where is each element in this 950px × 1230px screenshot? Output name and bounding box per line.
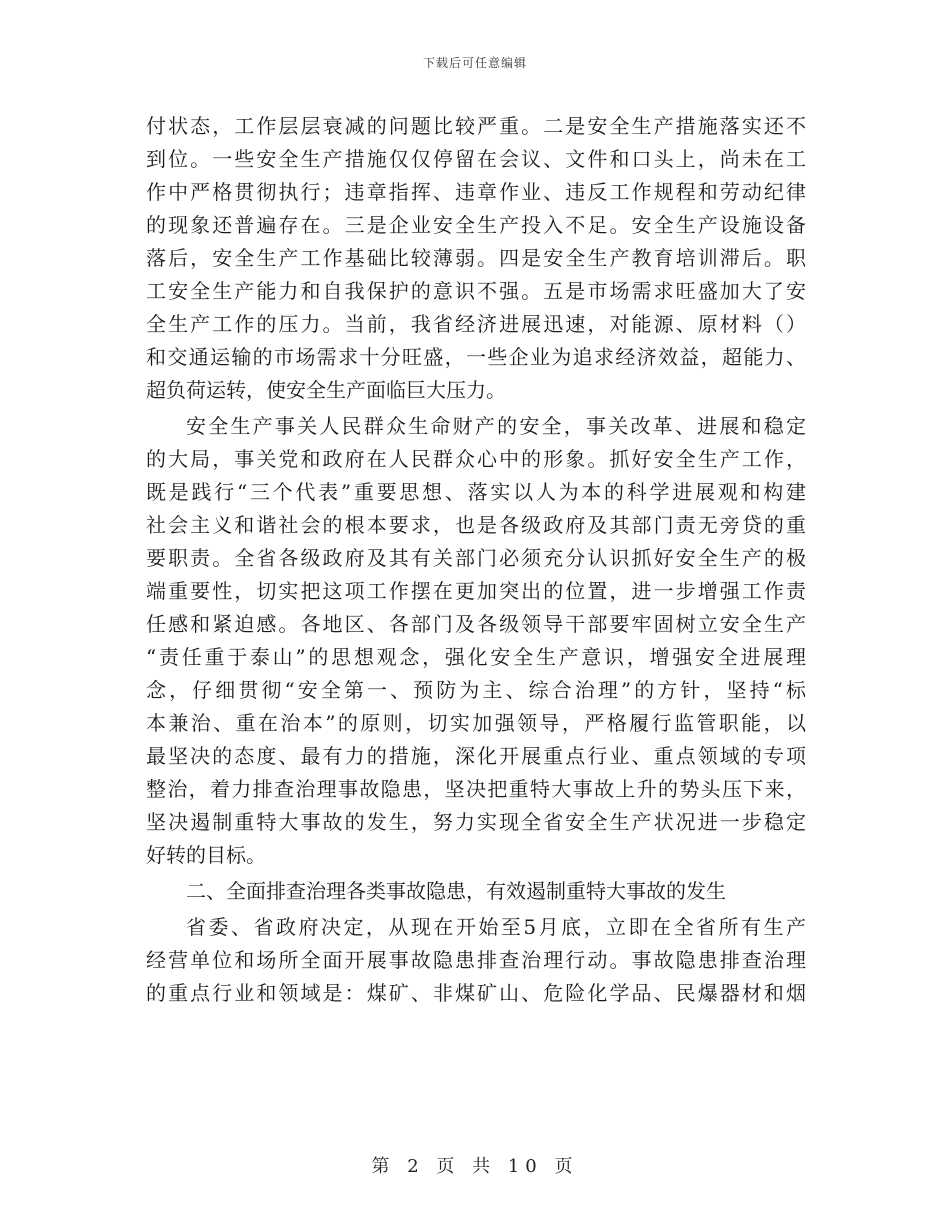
text-line: 最坚决的态度、最有力的措施，深化开展重点行业、重点领域的专项 [146,744,806,768]
text-line: 好转的目标。 [146,843,266,867]
text-line: 到位。一些安全生产措施仅仅停留在会议、文件和口头上，尚未在工 [146,147,806,171]
paragraph [146,410,806,872]
text-line: 念，仔细贯彻“安全第一、预防为主、综合治理”的方针，坚持“标 [146,678,806,702]
text-line: 要职责。全省各级政府及其有关部门必须充分认识抓好安全生产的极 [146,546,806,570]
text-line: 全生产工作的压力。当前，我省经济进展迅速，对能源、原材料（） [146,312,806,336]
text-line: “责任重于泰山”的思想观念，强化安全生产意识，增强安全进展理 [146,645,806,669]
text-line: 二、全面排查治理各类事故隐患，有效遏制重特大事故的发生 [186,879,726,903]
paragraph [146,110,806,407]
text-line: 社会主义和谐社会的根本要求，也是各级政府及其部门责无旁贷的重 [146,513,806,537]
text-line: 既是践行“三个代表”重要思想、落实以人为本的科学进展观和构建 [146,480,806,504]
text-line: 的重点行业和领域是：煤矿、非煤矿山、危险化学品、民爆器材和烟 [146,981,806,1005]
text-line: 超负荷运转，使安全生产面临巨大压力。 [146,378,506,402]
text-line: 经营单位和场所全面开展事故隐患排查治理行动。事故隐患排查治理 [146,948,806,972]
text-line: 任感和紧迫感。各地区、各部门及各级领导干部要牢固树立安全生产 [146,612,806,636]
text-line: 省委、省政府决定，从现在开始至5月底，立即在全省所有生产 [186,915,806,939]
text-line: 端重要性，切实把这项工作摆在更加突出的位置，进一步增强工作责 [146,579,806,603]
text-line: 的大局，事关党和政府在人民群众心中的形象。抓好安全生产工作， [146,447,806,471]
text-line: 整治，着力排查治理事故隐患，坚决把重特大事故上升的势头压下来， [146,777,806,801]
text-line: 安全生产事关人民群众生命财产的安全，事关改革、进展和稳定 [186,414,806,438]
paragraph [146,911,806,1010]
text-line: 付状态，工作层层衰减的问题比较严重。二是安全生产措施落实还不 [146,114,806,138]
text-line: 作中严格贯彻执行；违章指挥、违章作业、违反工作规程和劳动纪律 [146,180,806,204]
text-line: 坚决遏制重特大事故的发生，努力实现全省安全生产状况进一步稳定 [146,810,806,834]
text-line: 落后，安全生产工作基础比较薄弱。四是安全生产教育培训滞后。职 [146,246,806,270]
text-line: 本兼治、重在治本”的原则，切实加强领导，严格履行监管职能，以 [146,711,806,735]
page-footer: 第 2 页 共 10 页 [371,1156,579,1177]
text-line: 工安全生产能力和自我保护的意识不强。五是市场需求旺盛加大了安 [146,279,806,303]
text-line: 的现象还普遍存在。三是企业安全生产投入不足。安全生产设施设备 [146,213,806,237]
document-body [146,110,806,1010]
text-line: 和交通运输的市场需求十分旺盛，一些企业为追求经济效益，超能力、 [146,345,806,369]
page-header: 下载后可任意编辑 [422,56,527,70]
paragraph [146,875,806,908]
